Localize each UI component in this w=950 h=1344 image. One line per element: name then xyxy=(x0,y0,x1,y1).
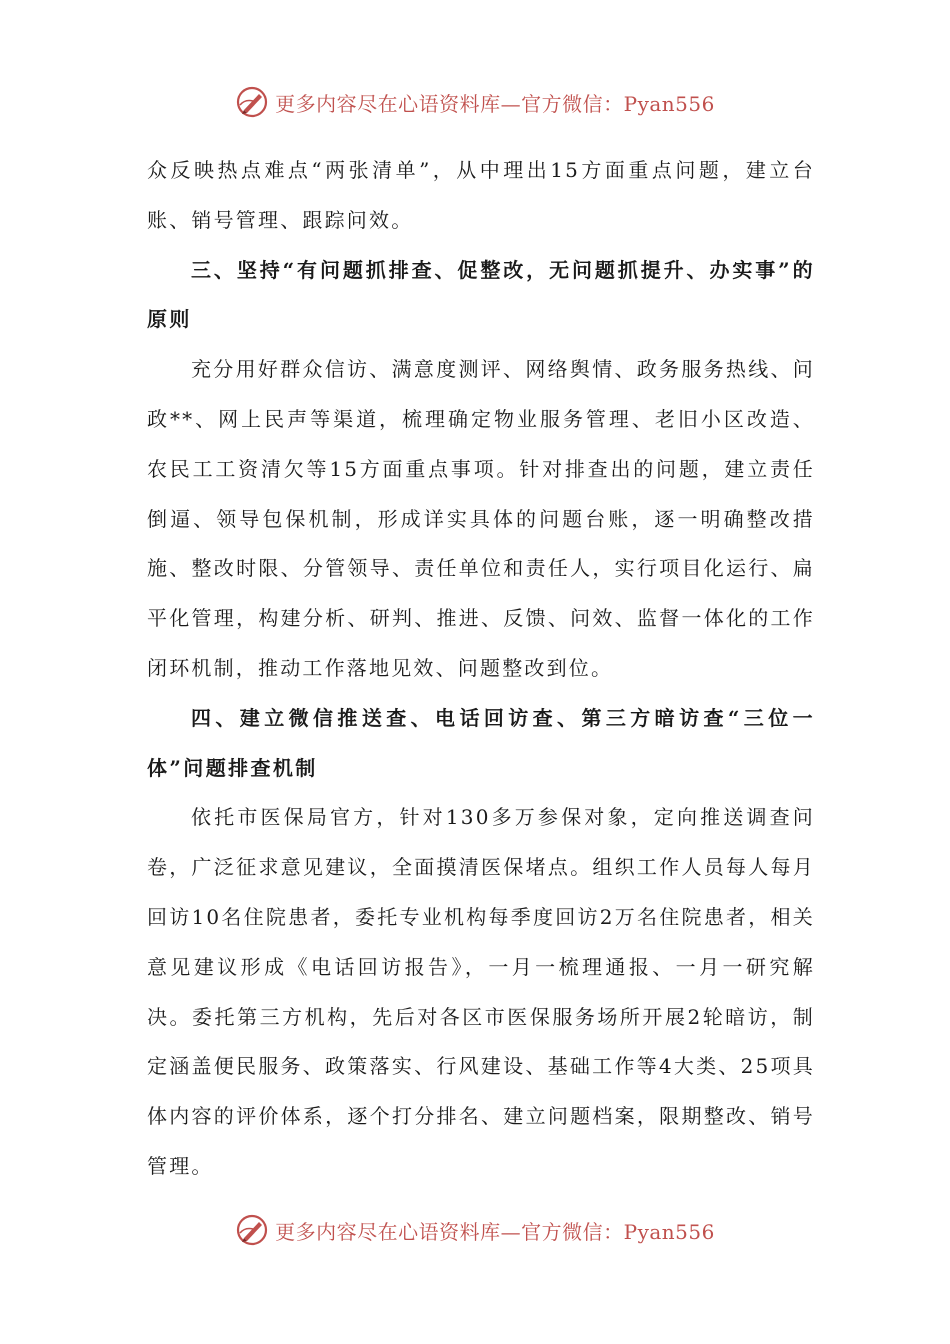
section-paragraph-4: 依托市医保局官方，针对130多万参保对象，定向推送调查问卷，广泛征求意见建议，全面摸清医保堵点。组织工作人员每人每月回访10名住院患者，委托专业机构每季度回访2万名住院患者，相关意见建议形成《电话回访报告》，一月一梳理通报、一月一研究解决。委托第三方机构，先后对各区市医保服务场所开展2轮暗访，制定涵盖便民服务、政策落实、行风建设、基础工作等4大类、25项具体内容的评价体系，逐个打分排名、建立问题档案，限期整改、销号管理。 xyxy=(147,805,815,1178)
document-body xyxy=(147,146,815,1192)
section-paragraph-3: 充分用好群众信访、满意度测评、网络舆情、政务服务热线、问政**、网上民声等渠道，梳理确定物业服务管理、老旧小区改造、农民工工资清欠等15方面重点事项。针对排查出的问题，建立责任倒逼、领导包保机制，形成详实具体的问题台账，逐一明确整改措施、整改时限、分管领导、责任单位和责任人，实行项目化运行、扁平化管理，构建分析、研判、推进、反馈、问效、监督一体化的工作闭环机制，推动工作落地见效、问题整改到位。 xyxy=(147,357,815,680)
section-heading-4: 四、建立微信推送查、电话回访查、第三方暗访查“三位一体”问题排查机制 xyxy=(147,705,815,780)
continued-paragraph: 众反映热点难点“两张清单”，从中理出15方面重点问题，建立台账、销号管理、跟踪问效。 xyxy=(147,158,815,232)
header-watermark-text: 更多内容尽在心语资料库—官方微信：Pyan556 xyxy=(275,91,715,116)
pen-logo-icon xyxy=(235,85,269,119)
footer-watermark-banner xyxy=(0,1210,950,1250)
header-watermark-banner xyxy=(0,82,950,122)
pen-logo-icon xyxy=(235,1213,269,1247)
section-heading-3: 三、坚持“有问题抓排查、促整改，无问题抓提升、办实事”的原则 xyxy=(147,257,815,332)
footer-watermark-text: 更多内容尽在心语资料库—官方微信：Pyan556 xyxy=(275,1219,715,1244)
